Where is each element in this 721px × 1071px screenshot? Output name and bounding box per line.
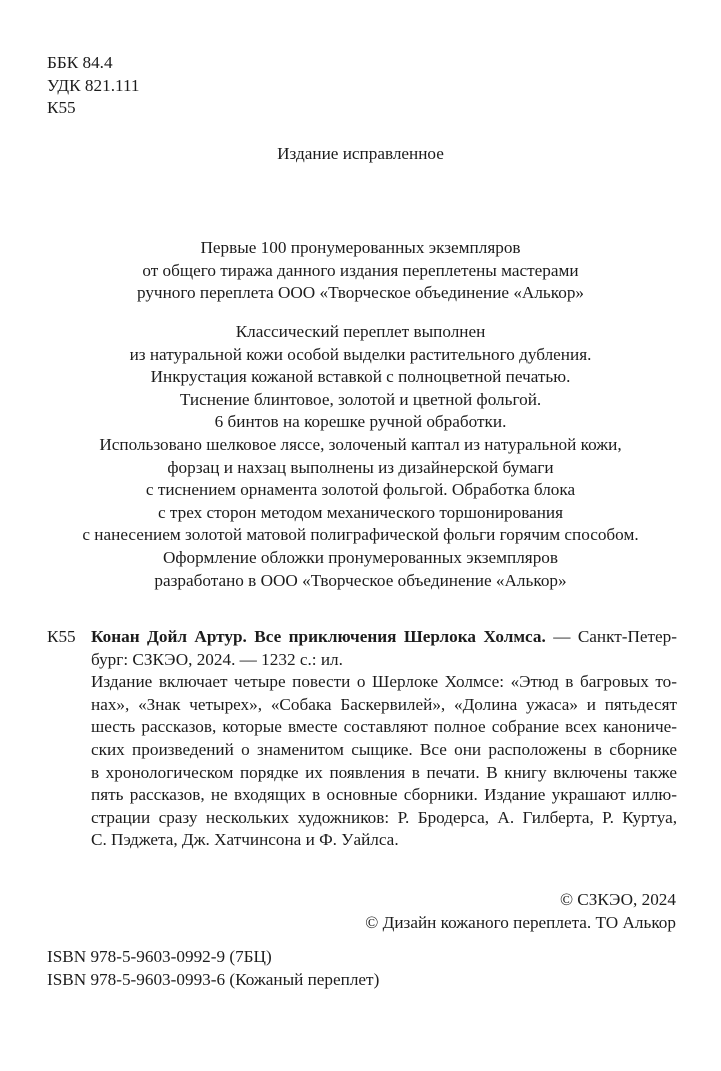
- binding-line: Оформление обложки пронумерованных экземпляров: [162, 547, 559, 567]
- binding-line: форзац и нахзац выполнены из дизайнерской бумаги: [167, 457, 554, 477]
- annotation-line: шесть рассказов, которые вместе составляют полное собрание всех канониче-: [91, 717, 677, 737]
- binding-line: 6 бинтов на корешке ручной обработки.: [214, 412, 507, 432]
- classification-codes: [47, 52, 140, 120]
- binding-description-block: [0, 321, 721, 592]
- isbn-block: [47, 946, 379, 991]
- binding-line: с нанесением золотой матовой полиграфической фольги горячим способом.: [82, 525, 639, 545]
- annotation-line: пять рассказов, не входящих в основные сборники. Издание украшают иллю-: [91, 785, 677, 805]
- bbk-code: ББК 84.4: [47, 53, 113, 72]
- numbered-line: от общего тиража данного издания переплетены мастерами: [142, 260, 579, 280]
- isbn-second: ISBN 978-5-9603-0993-6 (Кожаный переплет): [47, 969, 380, 989]
- binding-line: Классический переплет выполнен: [235, 322, 486, 341]
- copyright-publisher: © СЗКЭО, 2024: [559, 890, 676, 909]
- isbn-first: ISBN 978-5-9603-0992-9 (7БЦ): [47, 947, 272, 966]
- binding-line: с трех сторон методом механического торшонирования: [157, 502, 564, 522]
- annotation-line: С. Пэджета, Дж. Хатчинсона и Ф. Уайлса.: [91, 830, 399, 850]
- binding-line: Инкрустация кожаной вставкой с полноцветной печатью.: [150, 367, 571, 387]
- binding-line: разработано в ООО «Творческое объединение «Алькор»: [154, 570, 567, 590]
- catalog-annotation: [91, 671, 677, 852]
- catalog-title: Конан Дойл Артур. Все приключения Шерлока Холмса.: [91, 627, 546, 646]
- annotation-line: в хронологическом порядке их появления в печати. В книгу включены также: [91, 762, 677, 782]
- copyright-design: © Дизайн кожаного переплета. ТО Алькор: [365, 912, 676, 932]
- copyright-block: [365, 889, 676, 934]
- annotation-line: ских произведений о знаменитом сыщике. Все они расположены в сборнике: [91, 739, 677, 759]
- binding-line: Использовано шелковое ляссе, золоченый каптал из натуральной кожи,: [99, 434, 622, 454]
- edition-note: [0, 143, 721, 166]
- catalog-record: [47, 626, 677, 852]
- binding-line: Тиснение блинтовое, золотой и цветной фольгой.: [179, 389, 542, 409]
- udk-code: УДК 821.111: [47, 75, 140, 95]
- author-mark: К55: [47, 98, 76, 118]
- numbered-line: ручного переплета ООО «Творческое объединение «Алькор»: [136, 283, 585, 303]
- binding-line: из натуральной кожи особой выделки растительного дубления.: [129, 344, 592, 364]
- numbered-line: Первые 100 пронумерованных экземпляров: [200, 238, 521, 257]
- edition-text: Издание исправленное: [277, 144, 444, 163]
- numbered-copies-block: [0, 237, 721, 305]
- binding-line: с тиснением орнамента золотой фольгой. Обработка блока: [145, 480, 576, 500]
- catalog-title-line: [91, 626, 677, 649]
- catalog-title-rest: — Санкт-Петер-: [545, 627, 677, 646]
- annotation-line: страции сразу нескольких художников: Р. Бродерса, А. Гилберта, Р. Куртуа,: [91, 807, 677, 827]
- catalog-imprint: бург: СЗКЭО, 2024. — 1232 с.: ил.: [91, 649, 343, 669]
- annotation-line: нах», «Знак четырех», «Собака Баскервилей», «Долина ужаса» и пятьдесят: [91, 694, 677, 714]
- catalog-code: К55: [47, 627, 76, 646]
- annotation-line: Издание включает четыре повести о Шерлоке Холмсе: «Этюд в багровых то-: [91, 672, 677, 692]
